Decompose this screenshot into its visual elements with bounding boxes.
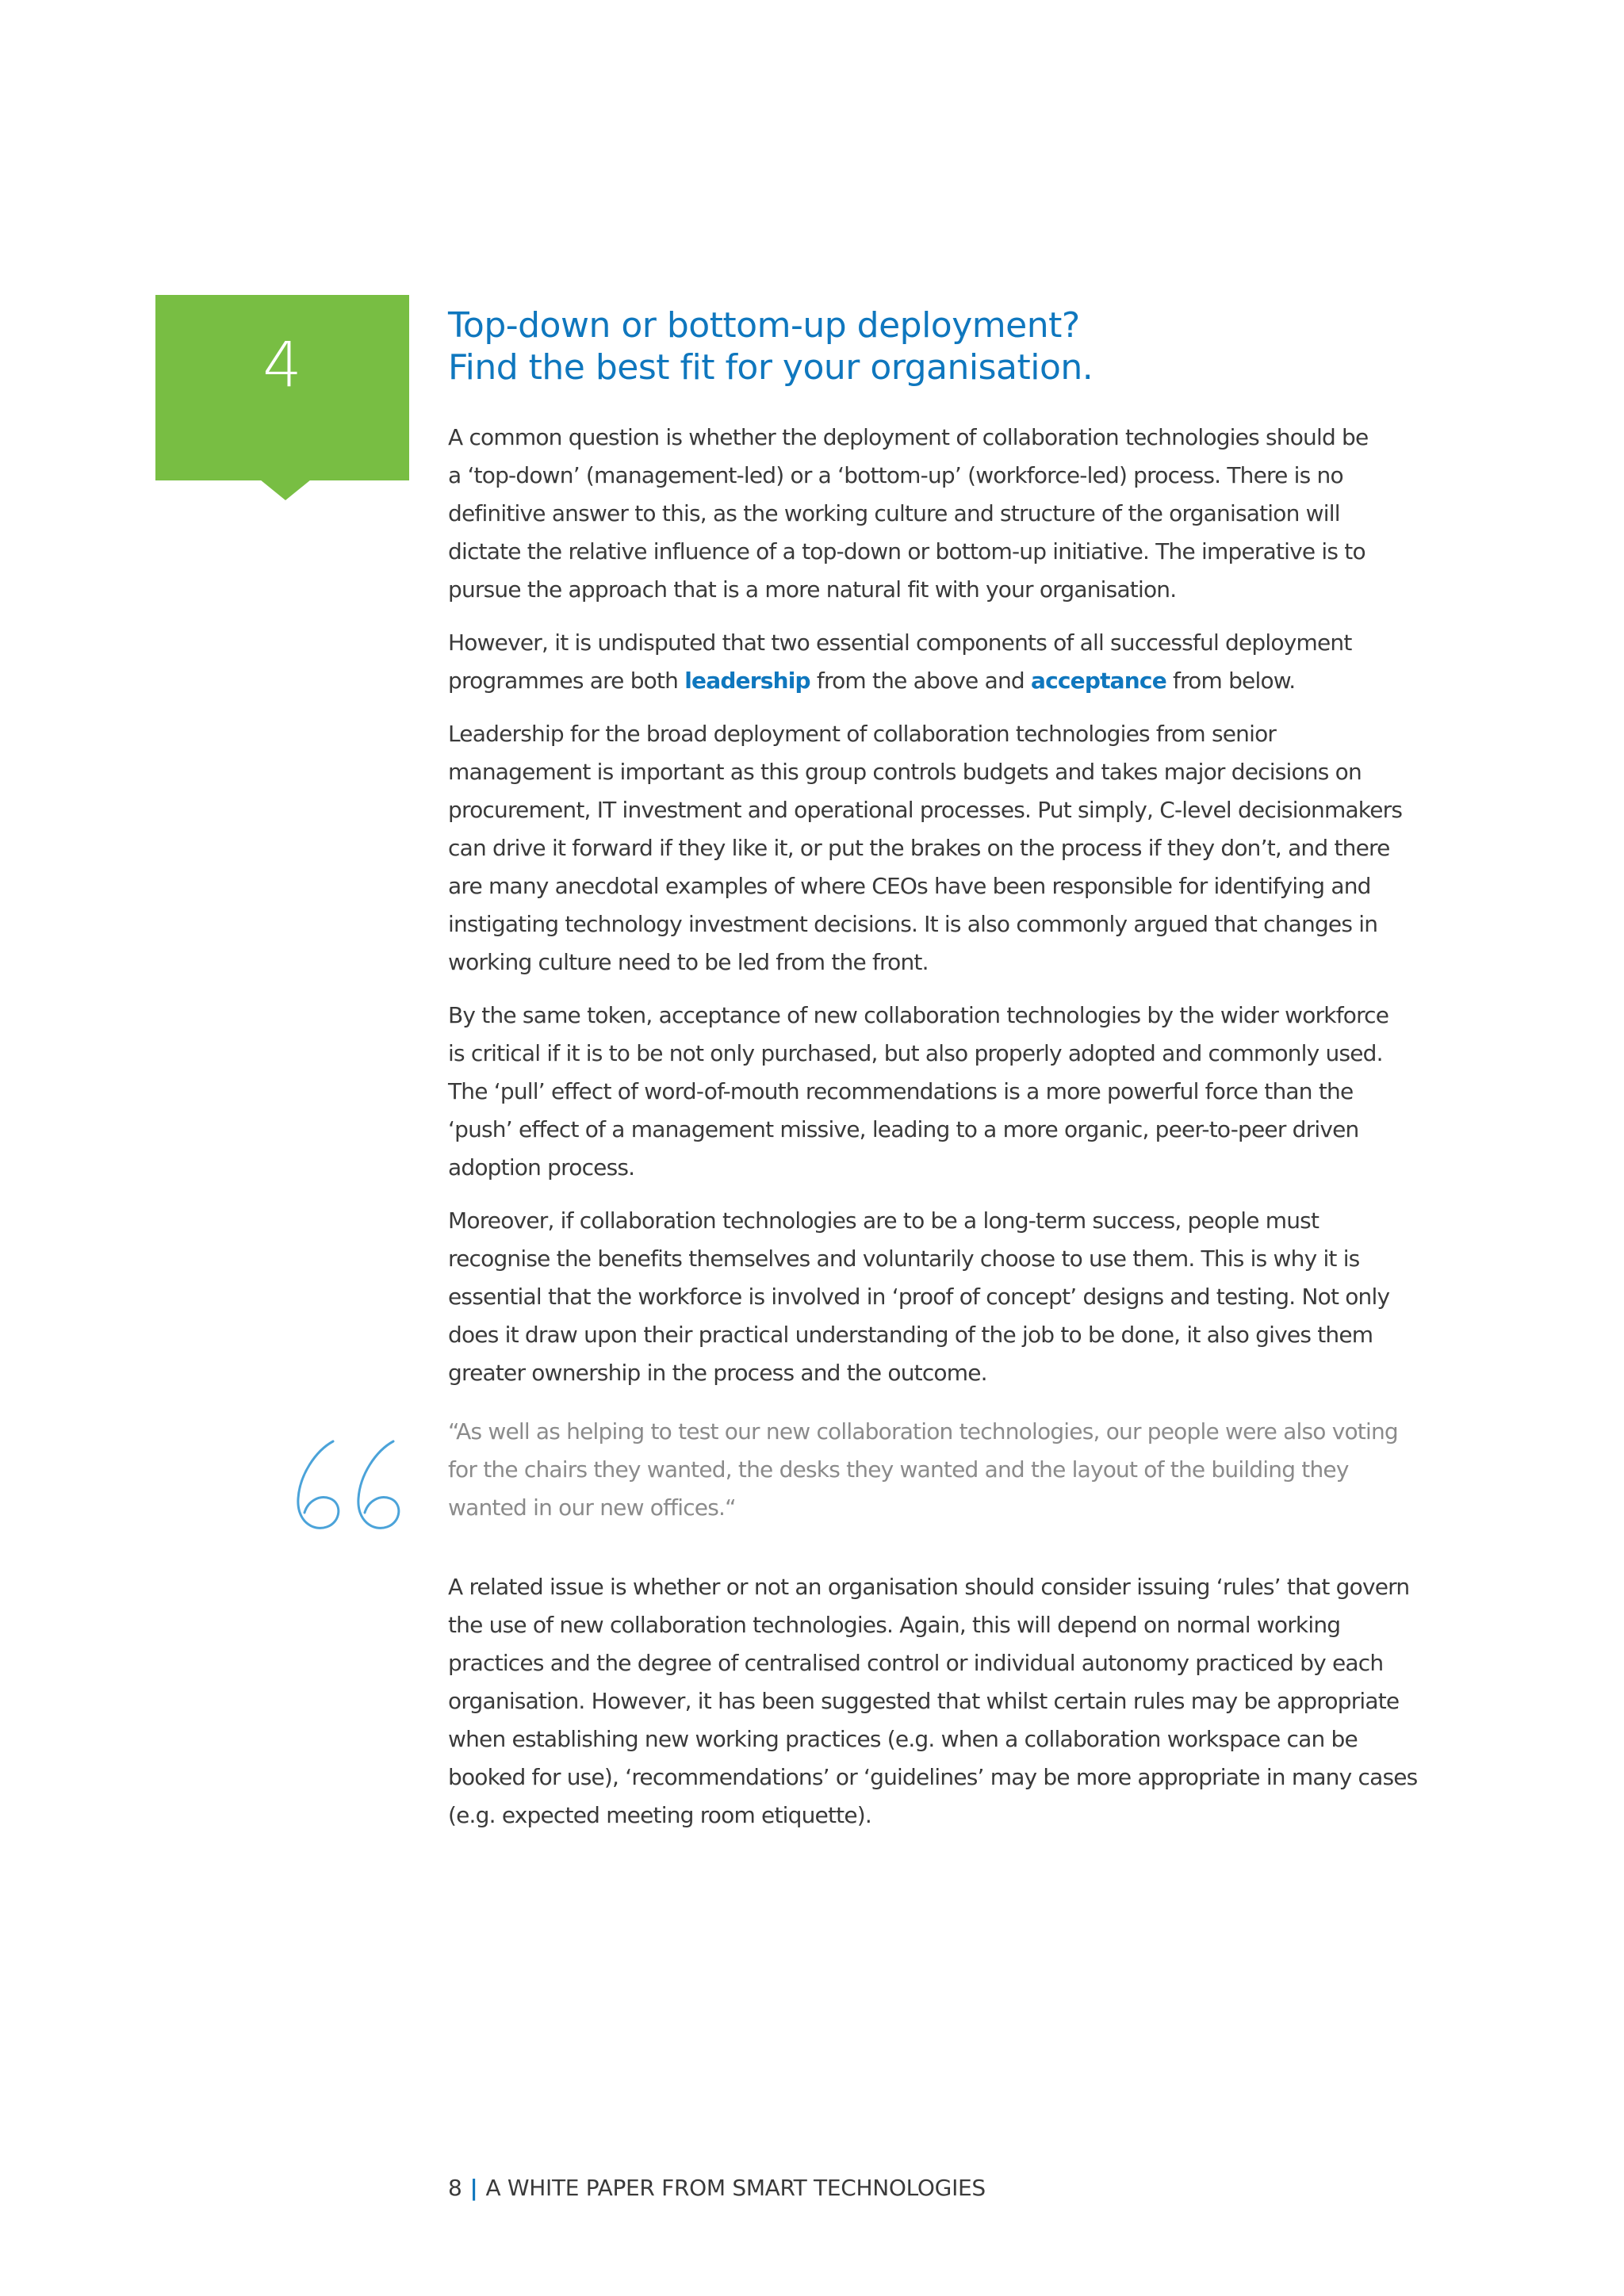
text-line: Moreover, if collaboration technologies are to be a long-term success, people must [448, 1207, 1320, 1234]
text-line: does it draw upon their practical understanding of the job to be done, it also gives them [448, 1322, 1373, 1348]
quote-line: “As well as helping to test our new collaboration technologies, our people were also voting [448, 1418, 1398, 1445]
text-line: are many anecdotal examples of where CEOs have been responsible for identifying and [448, 873, 1371, 899]
text-line: The ‘pull’ effect of word-of-mouth recommendations is a more powerful force than the [448, 1078, 1354, 1104]
text-line: working culture need to be led from the front. [448, 949, 929, 975]
text-line: the use of new collaboration technologies. Again, this will depend on normal working [448, 1612, 1341, 1638]
text-segment: programmes are both [448, 668, 685, 694]
quote-line: for the chairs they wanted, the desks they wanted and the layout of the building they [448, 1456, 1349, 1483]
footer-text: A WHITE PAPER FROM SMART TECHNOLOGIES [485, 2175, 986, 2201]
quote-line: wanted in our new offices.“ [448, 1494, 736, 1521]
text-line: Leadership for the broad deployment of collaboration technologies from senior [448, 721, 1277, 747]
paragraph-acceptance [448, 997, 1400, 1187]
text-line: is critical if it is to be not only purchased, but also properly adopted and commonly used. [448, 1040, 1383, 1066]
text-line: pursue the approach that is a more natural fit with your organisation. [448, 576, 1177, 603]
badge-pointer [260, 480, 311, 500]
paragraph-intro [448, 419, 1400, 609]
text-line: A related issue is whether or not an organisation should consider issuing ‘rules’ that govern [448, 1574, 1410, 1600]
text-segment: from the above and [810, 668, 1031, 694]
paragraph-ownership [448, 1202, 1400, 1392]
emphasis-leadership: leadership [684, 668, 810, 694]
text-line: when establishing new working practices (e.g. when a collaboration workspace can be [448, 1726, 1358, 1752]
pull-quote [448, 1413, 1400, 1527]
text-line: adoption process. [448, 1154, 635, 1181]
text-line: (e.g. expected meeting room etiquette). [448, 1802, 871, 1828]
text-line: dictate the relative influence of a top-down or bottom-up initiative. The imperative is to [448, 538, 1365, 564]
text-line: greater ownership in the process and the outcome. [448, 1360, 987, 1386]
paragraph-leadership [448, 715, 1403, 982]
emphasis-acceptance: acceptance [1030, 668, 1166, 694]
text-line: procurement, IT investment and operational processes. Put simply, C-level decisionmakers [448, 797, 1403, 823]
page-number: 8 [448, 2175, 462, 2201]
paragraph-rules [448, 1568, 1418, 1835]
text-line: a ‘top-down’ (management-led) or a ‘bottom-up’ (workforce-led) process. There is no [448, 462, 1343, 488]
text-line: organisation. However, it has been suggested that whilst certain rules may be appropriate [448, 1688, 1400, 1714]
text-line: ‘push’ effect of a management missive, leading to a more organic, peer-to-peer driven [448, 1116, 1359, 1142]
page-footer [448, 2172, 986, 2204]
text-line: can drive it forward if they like it, or put the brakes on the process if they don’t, and there [448, 835, 1390, 861]
text-line: However, it is undisputed that two essential components of all successful deployment [448, 629, 1352, 656]
article-body [448, 304, 1418, 1850]
text-line: definitive answer to this, as the working culture and structure of the organisation will [448, 500, 1340, 526]
text-line: By the same token, acceptance of new collaboration technologies by the wider workforce [448, 1002, 1389, 1028]
text-line: booked for use), ‘recommendations’ or ‘guidelines’ may be more appropriate in many cases [448, 1764, 1418, 1790]
section-number-badge [155, 295, 409, 480]
heading-line: Top-down or bottom-up deployment? [448, 305, 1080, 346]
heading-line: Find the best fit for your organisation. [448, 347, 1094, 388]
section-heading [448, 304, 1400, 388]
text-line: instigating technology investment decisions. It is also commonly argued that changes in [448, 911, 1378, 937]
text-segment: from below. [1166, 668, 1296, 694]
footer-separator: | [469, 2175, 478, 2201]
paragraph-components [448, 624, 1400, 700]
text-line: practices and the degree of centralised control or individual autonomy practiced by each [448, 1650, 1384, 1676]
text-line [448, 662, 1400, 700]
section-number: 4 [262, 330, 302, 401]
text-line: essential that the workforce is involved in ‘proof of concept’ designs and testing. Not only [448, 1284, 1390, 1310]
opening-quote-icon [292, 1435, 411, 1538]
text-line: recognise the benefits themselves and voluntarily choose to use them. This is why it is [448, 1246, 1360, 1272]
text-line: A common question is whether the deployment of collaboration technologies should be [448, 424, 1369, 450]
text-line: management is important as this group controls budgets and takes major decisions on [448, 759, 1362, 785]
